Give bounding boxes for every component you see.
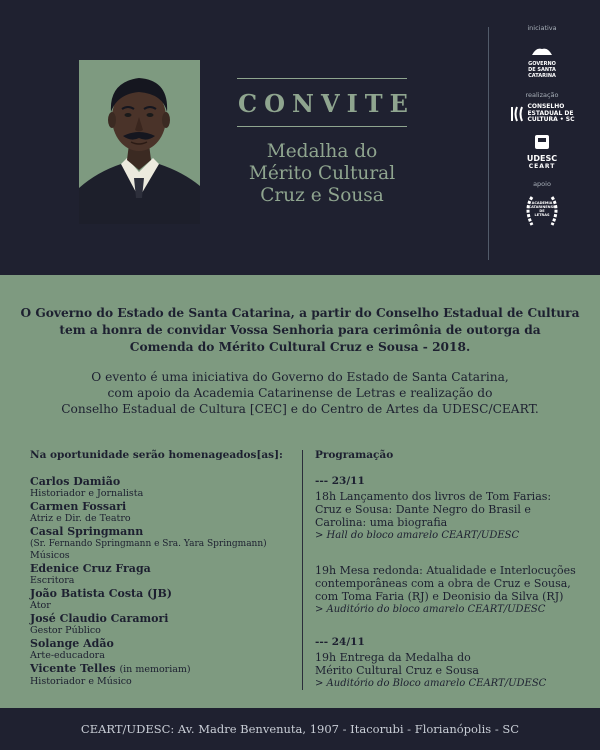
governo-emblem-icon: [530, 45, 554, 57]
header-band: [0, 0, 600, 275]
academia-label: DE: [539, 208, 545, 213]
governo-label: GOVERNO: [528, 61, 556, 67]
udesc-emblem-icon: [532, 134, 552, 150]
page-subtitle: [232, 141, 412, 207]
event-location: > Auditório do bloco amarelo CEART/UDESC: [315, 604, 546, 615]
subtitle-line: Medalha do: [266, 141, 378, 162]
program-date: --- 24/11: [315, 636, 365, 648]
governo-label: CATARINA: [528, 73, 556, 79]
intro-paragraph: [20, 369, 580, 417]
honoree-item: [30, 475, 300, 500]
intro-line: Conselho Estadual de Cultura [CEC] e do Centro de Artes da UDESC/CEART.: [61, 402, 539, 416]
intro-line: O evento é uma iniciativa do Governo do Estado de Santa Catarina,: [91, 370, 509, 384]
honorees-section: [30, 449, 300, 688]
sponsor-logos: [500, 24, 584, 229]
event-line: Carolina: uma biografia: [315, 516, 448, 529]
event-line: 19h Mesa redonda: Atualidade e Interlocuções: [315, 564, 576, 577]
academia-label: CATARINENSE: [528, 204, 556, 209]
apoio-caption: apoio: [533, 179, 551, 188]
honoree-name-row: [30, 662, 300, 676]
event-line: 18h Lançamento dos livros de Tom Farias:: [315, 490, 552, 503]
intro-bold-paragraph: [20, 305, 580, 356]
honoree-name: Edenice Cruz Fraga: [30, 562, 151, 575]
header-divider: [488, 27, 489, 260]
program-section: [315, 449, 595, 690]
event-location: > Hall do bloco amarelo CEART/UDESC: [315, 530, 520, 541]
honoree-item: [30, 612, 300, 637]
program-event: [315, 651, 595, 690]
event-line: Cruz e Sousa: Dante Negro do Brasil e: [315, 503, 531, 516]
event-line: 19h Entrega da Medalha do: [315, 651, 471, 664]
footer-address: CEART/UDESC: Av. Madre Benvenuta, 1907 - Itacorubi - Florianópolis - SC: [0, 708, 600, 750]
intro-line: com apoio da Academia Catarinense de Letras e realização do: [107, 386, 493, 400]
event-line: Mérito Cultural Cruz e Sousa: [315, 664, 479, 677]
column-divider: [302, 450, 303, 690]
udesc-logo: [500, 134, 584, 170]
event-line: contemporâneas com a obra de Cruz e Sousa,: [315, 577, 571, 590]
honoree-item: [30, 587, 300, 612]
subtitle-line: Cruz e Sousa: [260, 185, 384, 206]
title-block: [232, 78, 415, 207]
honoree-role: Músicos: [30, 550, 70, 561]
honoree-item: [30, 662, 300, 688]
conselho-label: CULTURA • SC: [527, 116, 575, 123]
honoree-name: Carlos Damião: [30, 475, 121, 488]
program-event: [315, 490, 595, 542]
honoree-name: José Claudio Caramori: [30, 612, 169, 625]
ceart-label: CEART: [528, 162, 556, 170]
governo-label: DE SANTA: [528, 67, 556, 73]
honoree-role: Arte-educadora: [30, 650, 105, 661]
event-line: com Toma Faria (RJ) e Deonisio da Silva (RJ): [315, 590, 564, 603]
conselho-label: ESTADUAL DE: [527, 109, 574, 117]
program-event: [315, 564, 595, 616]
event-location: > Auditório do Bloco amarelo CEART/UDESC: [315, 678, 547, 689]
intro-bold-line: O Governo do Estado de Santa Catarina, a partir do Conselho Estadual de Cultura: [20, 306, 580, 320]
iniciativa-caption: iniciativa: [527, 24, 557, 32]
honoree-name-suffix: (in memoriam): [119, 664, 191, 675]
title-rule-bottom: [237, 126, 407, 127]
academia-label: ACADEMIA: [531, 200, 553, 205]
honoree-role: Ator: [30, 600, 51, 611]
honoree-role: Historiador e Jornalista: [30, 488, 144, 499]
honoree-name: Casal Springmann: [30, 525, 144, 538]
honorees-heading: Na oportunidade serão homenageados[as]:: [30, 449, 283, 461]
conselho-emblem-icon: [509, 105, 525, 123]
conselho-logo: [500, 104, 584, 124]
honoree-role: Escritora: [30, 575, 75, 586]
academia-label: LETRAS: [534, 212, 550, 217]
intro-bold-line: Comenda do Mérito Cultural Cruz e Sousa - 2018.: [129, 340, 471, 354]
portrait-image: [79, 60, 200, 224]
honoree-detail: (Sr. Fernando Springmann e Sra. Yara Springmann): [30, 539, 267, 549]
intro-bold-line: tem a honra de convidar Vossa Senhoria para cerimônia de outorga da: [59, 323, 541, 337]
title-rule-top: [237, 78, 407, 79]
subtitle-line: Mérito Cultural: [248, 163, 396, 184]
honoree-item: [30, 637, 300, 662]
honoree-item: [30, 562, 300, 587]
conselho-label: CONSELHO: [527, 103, 565, 110]
udesc-label: UDESC: [526, 153, 558, 163]
honoree-item: [30, 500, 300, 525]
honoree-role: Historiador e Músico: [30, 676, 132, 687]
realizacao-caption: realização: [525, 91, 559, 99]
honoree-name: João Batista Costa (JB): [30, 587, 172, 600]
honoree-name: Vicente Telles: [30, 662, 116, 675]
honoree-role: Atriz e Dir. de Teatro: [30, 513, 131, 524]
academia-logo: [500, 193, 584, 229]
honoree-name: Solange Adão: [30, 637, 114, 650]
page-title: CONVITE: [238, 89, 415, 118]
program-heading: Programação: [315, 449, 394, 461]
honoree-item: [30, 525, 300, 562]
honoree-name: Carmen Fossari: [30, 500, 127, 513]
program-date: --- 23/11: [315, 475, 365, 487]
governo-logo: [500, 42, 584, 79]
honoree-role: Gestor Público: [30, 625, 101, 636]
